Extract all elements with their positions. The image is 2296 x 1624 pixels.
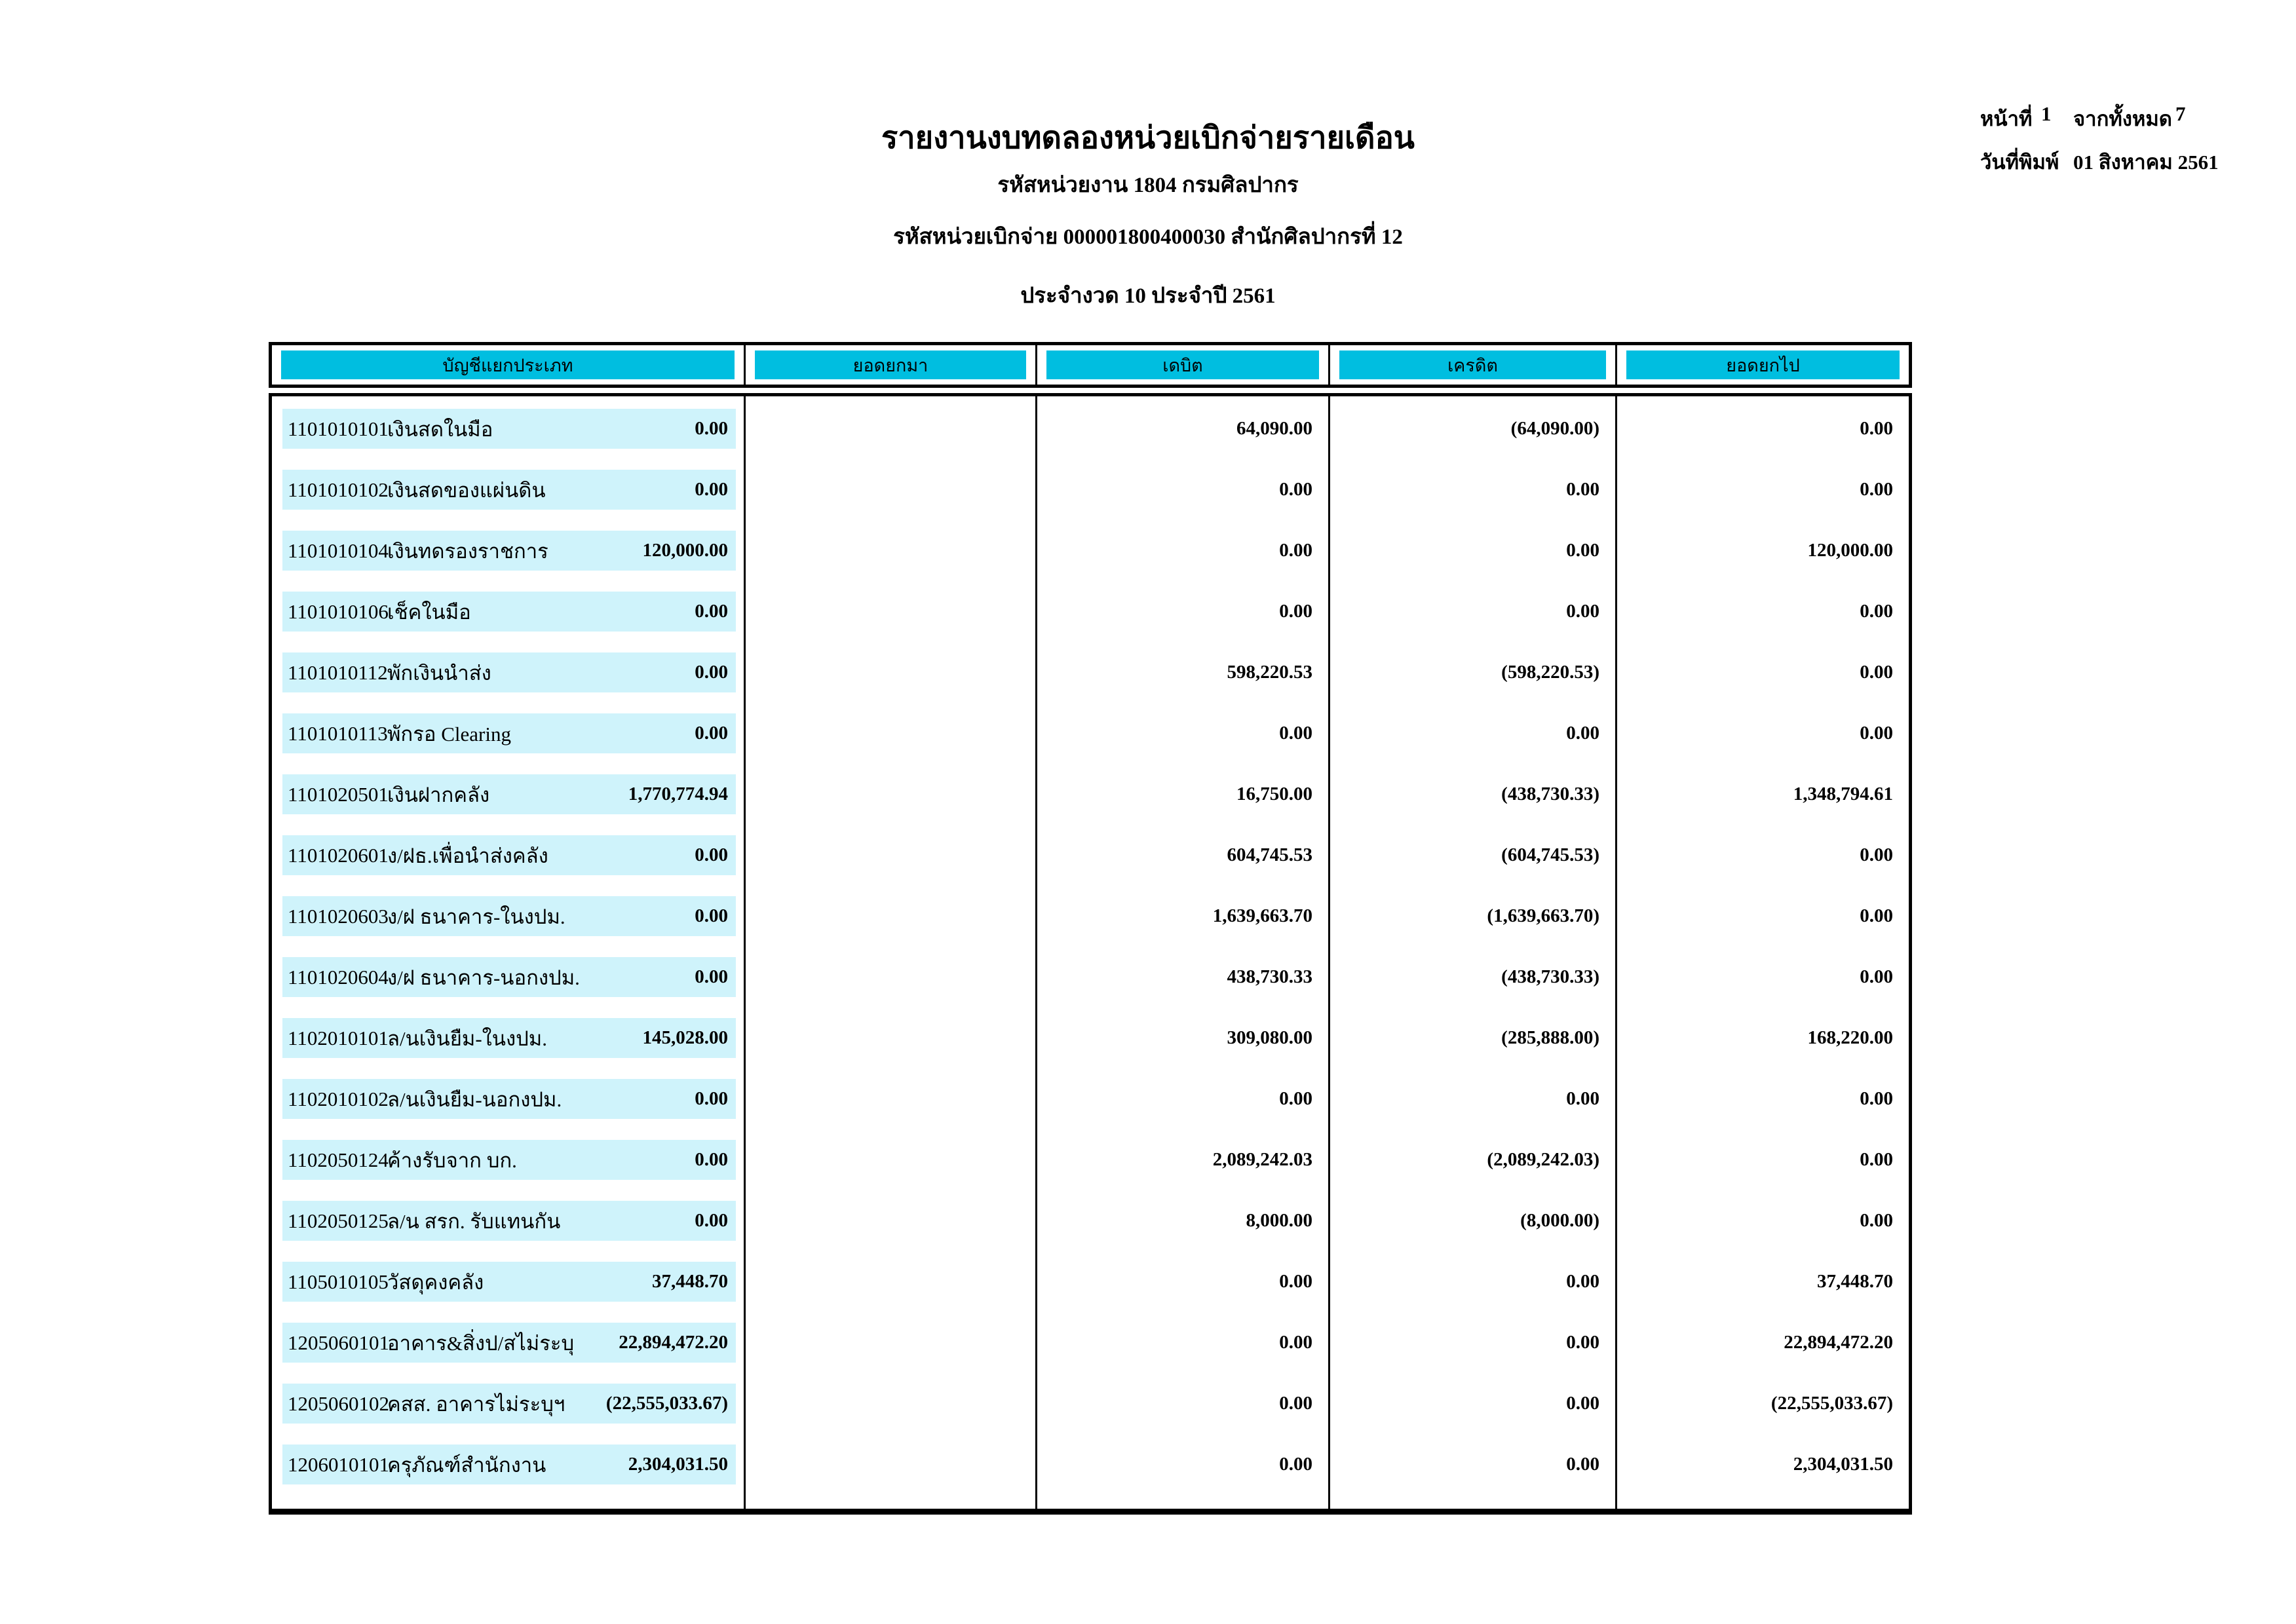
debit-amount: 1,639,663.70 xyxy=(1212,905,1312,926)
brought-forward-amount: 120,000.00 xyxy=(642,540,728,561)
table-row xyxy=(272,1137,1909,1198)
table-row xyxy=(272,954,1909,1015)
debit-amount: 604,745.53 xyxy=(1227,844,1312,865)
account-code: 1205060101 xyxy=(288,1331,389,1354)
credit-amount: 0.00 xyxy=(1566,1332,1599,1353)
account-code: 1102010101 xyxy=(288,1026,389,1049)
account-code: 1101020501 xyxy=(288,782,389,806)
credit-amount: (2,089,242.03) xyxy=(1487,1149,1599,1170)
account-code: 1102050125 xyxy=(288,1209,389,1232)
page-title: รายงานงบทดลองหน่วยเบิกจ่ายรายเดือน xyxy=(881,121,1415,155)
table-row xyxy=(272,406,1909,466)
brought-forward-amount: 145,028.00 xyxy=(642,1027,728,1048)
brought-forward-amount: 0.00 xyxy=(695,905,728,926)
header-cell-debit xyxy=(1035,345,1328,385)
debit-amount: 0.00 xyxy=(1279,479,1312,500)
debit-amount: 0.00 xyxy=(1279,1454,1312,1475)
total-pages-value: 7 xyxy=(2175,102,2186,125)
account-name: เช็คในมือ xyxy=(387,600,471,624)
header-label-account: บัญชีแยกประเภท xyxy=(281,350,735,379)
carried-forward-amount: 0.00 xyxy=(1860,479,1893,500)
account-name: เงินสดในมือ xyxy=(387,417,493,441)
brought-forward-amount: 2,304,031.50 xyxy=(628,1454,728,1475)
account-code: 1101010102 xyxy=(288,478,389,501)
total-pages-label: จากทั้งหมด xyxy=(2073,107,2172,130)
account-code: 1101010101 xyxy=(288,417,389,440)
header-label-credit: เครดิต xyxy=(1339,350,1606,379)
brought-forward-amount: 0.00 xyxy=(695,662,728,683)
account-name: ล/นเงินยืม-ในงปม. xyxy=(387,1027,547,1050)
credit-amount: 0.00 xyxy=(1566,1088,1599,1109)
account-code: 1101020601 xyxy=(288,843,389,867)
credit-amount: (438,730.33) xyxy=(1501,784,1599,804)
account-code: 1206010101 xyxy=(288,1452,389,1476)
brought-forward-amount: 0.00 xyxy=(695,1149,728,1170)
account-name: เงินฝากคลัง xyxy=(387,783,490,806)
print-date-label: วันที่พิมพ์ xyxy=(1980,151,2059,174)
table-header-row xyxy=(269,342,1912,388)
table-row xyxy=(272,466,1909,527)
account-name: ค้างรับจาก บก. xyxy=(387,1148,517,1172)
account-cell xyxy=(282,470,736,510)
debit-amount: 598,220.53 xyxy=(1227,662,1312,683)
table-row xyxy=(272,771,1909,832)
brought-forward-amount: 0.00 xyxy=(695,479,728,500)
account-name: ครุภัณฑ์สำนักงาน xyxy=(387,1453,546,1477)
brought-forward-amount: 37,448.70 xyxy=(652,1271,728,1292)
carried-forward-amount: 37,448.70 xyxy=(1817,1271,1893,1292)
brought-forward-amount: 0.00 xyxy=(695,1088,728,1109)
carried-forward-amount: 0.00 xyxy=(1860,418,1893,439)
table-row xyxy=(272,1198,1909,1258)
table-row xyxy=(272,1380,1909,1441)
account-code: 1105010105 xyxy=(288,1270,389,1293)
print-date-value: 01 สิงหาคม 2561 xyxy=(2073,151,2219,174)
account-name: อาคาร&สิ่งป/สไม่ระบุ xyxy=(387,1331,575,1355)
debit-amount: 8,000.00 xyxy=(1246,1210,1312,1231)
carried-forward-amount: 0.00 xyxy=(1860,1088,1893,1109)
carried-forward-amount: 0.00 xyxy=(1860,662,1893,683)
account-code: 1102010102 xyxy=(288,1087,389,1110)
table-row xyxy=(272,1258,1909,1319)
account-name: ล/น สรก. รับแทนกัน xyxy=(387,1209,561,1233)
credit-amount: 0.00 xyxy=(1566,723,1599,744)
table-body-rows xyxy=(272,406,1909,1502)
carried-forward-amount: 22,894,472.20 xyxy=(1784,1332,1893,1353)
debit-amount: 0.00 xyxy=(1279,540,1312,561)
debit-amount: 438,730.33 xyxy=(1227,966,1312,987)
header-label-brought-forward: ยอดยกมา xyxy=(755,350,1026,379)
credit-amount: (1,639,663.70) xyxy=(1487,905,1599,926)
header-cell-carried-forward xyxy=(1615,345,1909,385)
credit-amount: 0.00 xyxy=(1566,1393,1599,1414)
table-row xyxy=(272,832,1909,893)
account-code: 1101010113 xyxy=(288,721,388,745)
account-cell xyxy=(282,713,736,753)
brought-forward-amount: 0.00 xyxy=(695,966,728,987)
account-cell xyxy=(282,1079,736,1119)
table-row xyxy=(272,1015,1909,1076)
carried-forward-amount: 0.00 xyxy=(1860,601,1893,622)
debit-amount: 64,090.00 xyxy=(1236,418,1312,439)
account-name: พักเงินนำส่ง xyxy=(387,661,491,685)
account-name: ง/ฝธ.เพื่อนำส่งคลัง xyxy=(387,844,548,867)
account-name: ล/นเงินยืม-นอกงปม. xyxy=(387,1087,562,1111)
account-cell xyxy=(282,652,736,692)
header-cell-credit xyxy=(1328,345,1615,385)
credit-amount: (64,090.00) xyxy=(1510,418,1599,439)
carried-forward-amount: 0.00 xyxy=(1860,1210,1893,1231)
credit-amount: 0.00 xyxy=(1566,1271,1599,1292)
credit-amount: (8,000.00) xyxy=(1520,1210,1599,1231)
account-cell xyxy=(282,1140,736,1180)
page-number-value: 1 xyxy=(2041,102,2052,125)
account-code: 1205060102 xyxy=(288,1391,389,1415)
debit-amount: 16,750.00 xyxy=(1236,784,1312,804)
credit-amount: 0.00 xyxy=(1566,540,1599,561)
brought-forward-amount: 0.00 xyxy=(695,723,728,744)
carried-forward-amount: 120,000.00 xyxy=(1807,540,1893,561)
account-name: เงินสดของแผ่นดิน xyxy=(387,478,546,502)
debit-amount: 0.00 xyxy=(1279,723,1312,744)
account-cell xyxy=(282,1201,736,1241)
header-label-debit: เดบิต xyxy=(1046,350,1319,379)
credit-amount: 0.00 xyxy=(1566,479,1599,500)
page-number-label: หน้าที่ xyxy=(1980,107,2033,130)
carried-forward-amount: 0.00 xyxy=(1860,723,1893,744)
credit-amount: (598,220.53) xyxy=(1501,662,1599,683)
account-cell xyxy=(282,957,736,997)
disbursement-unit-line: รหัสหน่วยเบิกจ่าย 000001800400030 สำนักศิลปากรที่ 12 xyxy=(893,225,1403,249)
carried-forward-amount: 0.00 xyxy=(1860,966,1893,987)
carried-forward-amount: 0.00 xyxy=(1860,905,1893,926)
account-code: 1101010112 xyxy=(288,660,388,684)
table-row xyxy=(272,710,1909,771)
account-name: เงินทดรองราชการ xyxy=(387,539,548,563)
carried-forward-amount: 0.00 xyxy=(1860,844,1893,865)
account-cell xyxy=(282,835,736,875)
credit-amount: (438,730.33) xyxy=(1501,966,1599,987)
account-name: ง/ฝ ธนาคาร-ในงปม. xyxy=(387,905,565,928)
debit-amount: 0.00 xyxy=(1279,1332,1312,1353)
account-cell xyxy=(282,896,736,936)
debit-amount: 0.00 xyxy=(1279,1088,1312,1109)
debit-amount: 0.00 xyxy=(1279,601,1312,622)
credit-amount: 0.00 xyxy=(1566,1454,1599,1475)
brought-forward-amount: 1,770,774.94 xyxy=(628,784,728,804)
brought-forward-amount: (22,555,033.67) xyxy=(605,1393,728,1414)
carried-forward-amount: 1,348,794.61 xyxy=(1793,784,1893,804)
brought-forward-amount: 22,894,472.20 xyxy=(619,1332,728,1353)
credit-amount: (285,888.00) xyxy=(1501,1027,1599,1048)
table-row xyxy=(272,649,1909,710)
carried-forward-amount: (22,555,033.67) xyxy=(1770,1393,1893,1414)
account-name: พักรอ Clearing xyxy=(387,722,511,746)
debit-amount: 0.00 xyxy=(1279,1393,1312,1414)
carried-forward-amount: 0.00 xyxy=(1860,1149,1893,1170)
account-code: 1102050124 xyxy=(288,1148,389,1171)
account-code: 1101010104 xyxy=(288,538,389,562)
table-row xyxy=(272,1319,1909,1380)
account-cell xyxy=(282,409,736,449)
table-row xyxy=(272,527,1909,588)
account-cell xyxy=(282,592,736,632)
account-name: คสส. อาคารไม่ระบุฯ xyxy=(387,1392,565,1416)
header-label-carried-forward: ยอดยกไป xyxy=(1626,350,1900,379)
account-name: วัสดุคงคลัง xyxy=(387,1270,484,1294)
debit-amount: 309,080.00 xyxy=(1227,1027,1312,1048)
account-code: 1101020603 xyxy=(288,904,389,928)
brought-forward-amount: 0.00 xyxy=(695,418,728,439)
table-row xyxy=(272,893,1909,954)
credit-amount: 0.00 xyxy=(1566,601,1599,622)
account-name: ง/ฝ ธนาคาร-นอกงปม. xyxy=(387,966,580,989)
table-body xyxy=(269,393,1912,1515)
account-code: 1101020604 xyxy=(288,965,389,989)
carried-forward-amount: 168,220.00 xyxy=(1807,1027,1893,1048)
agency-code-line: รหัสหน่วยงาน 1804 กรมศิลปากร xyxy=(997,174,1299,197)
debit-amount: 2,089,242.03 xyxy=(1212,1149,1312,1170)
carried-forward-amount: 2,304,031.50 xyxy=(1793,1454,1893,1475)
header-cell-brought-forward xyxy=(744,345,1035,385)
period-line: ประจำงวด 10 ประจำปี 2561 xyxy=(1020,284,1276,308)
debit-amount: 0.00 xyxy=(1279,1271,1312,1292)
header-cell-account xyxy=(272,345,744,385)
table-row xyxy=(272,588,1909,649)
table-row xyxy=(272,1441,1909,1502)
brought-forward-amount: 0.00 xyxy=(695,844,728,865)
table-row xyxy=(272,1076,1909,1137)
account-code: 1101010106 xyxy=(288,599,389,623)
brought-forward-amount: 0.00 xyxy=(695,601,728,622)
credit-amount: (604,745.53) xyxy=(1501,844,1599,865)
brought-forward-amount: 0.00 xyxy=(695,1210,728,1231)
